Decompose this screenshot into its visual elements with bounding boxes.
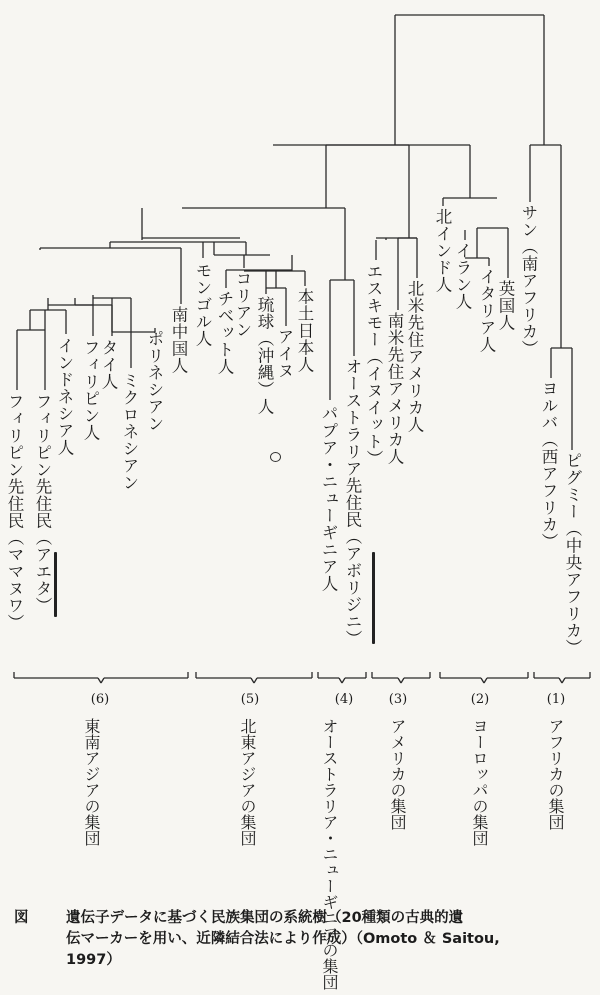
caption-label: 図 bbox=[14, 910, 29, 926]
pencil-circle bbox=[270, 452, 281, 462]
group-number: (4) bbox=[334, 692, 354, 707]
leaf-label-san: サン（南アフリカ） bbox=[519, 204, 538, 357]
leaf-label-north-amerindian: 北米先住アメリカ人 bbox=[405, 280, 424, 433]
group-brace bbox=[481, 678, 484, 683]
leaf-label-australian-aborigine: オーストラリア先住民（アボリジニ） bbox=[343, 358, 362, 647]
leaf-label-south-amerindian: 南米先住アメリカ人 bbox=[385, 312, 404, 465]
caption-line-1: 遺伝子データに基づく民族集団の系統樹（20種類の古典的遺 bbox=[66, 910, 464, 926]
leaf-label-pygmy: ピグミー（中央アフリカ） bbox=[563, 452, 582, 656]
leaf-label-micronesian: ミクロネシアン bbox=[120, 372, 139, 491]
group-number: (1) bbox=[546, 692, 566, 707]
group-brace bbox=[339, 678, 342, 683]
group-label-africa: アフリカの集団 bbox=[546, 718, 565, 830]
leaf-label-eskimo: エスキモー（イヌイット） bbox=[364, 263, 383, 467]
leaf-label-mamanwa: フィリピン先住民（ママヌワ） bbox=[5, 393, 24, 631]
leaf-label-filipino: フィリピン人 bbox=[81, 339, 100, 441]
group-brace bbox=[562, 678, 565, 683]
leaf-label-south-chinese: 南中国人 bbox=[169, 306, 188, 374]
leaf-label-mongolian: モンゴル人 bbox=[193, 262, 212, 347]
leaf-label-ainu: アイヌ bbox=[275, 328, 294, 379]
leaf-label-mainland-japanese: 本土日本人 bbox=[295, 288, 314, 373]
leaf-label-north-indian: 北インド人 bbox=[433, 208, 452, 293]
leaf-label-thai: タイ人 bbox=[99, 339, 118, 390]
group-label-europe: ヨーロッパの集団 bbox=[470, 718, 489, 846]
leaf-label-english: 英国人 bbox=[496, 280, 515, 331]
caption-line-3: 1997） bbox=[66, 952, 121, 968]
leaf-label-indonesian: インドネシア人 bbox=[55, 337, 74, 456]
leaf-label-iranian: イラン人 bbox=[453, 242, 472, 310]
group-brace bbox=[401, 678, 404, 683]
group-brace bbox=[98, 678, 101, 683]
group-brace bbox=[251, 678, 254, 683]
leaf-label-aeta: フィリピン先住民（アエタ） bbox=[33, 393, 52, 614]
group-number: (5) bbox=[240, 692, 260, 707]
group-brace bbox=[484, 678, 487, 683]
leaf-label-polynesian: ポリネシアン bbox=[145, 330, 164, 432]
leaf-label-papua-new-guinean: パプア・ニューギニア人 bbox=[319, 405, 338, 592]
leaf-label-ryukyuan: 琉球（沖縄）人 bbox=[255, 296, 274, 415]
pencil-mark bbox=[54, 552, 57, 617]
group-label-southeast-asia: 東南アジアの集団 bbox=[82, 718, 101, 846]
group-label-america: アメリカの集団 bbox=[388, 718, 407, 830]
leaf-label-korean: コリアン bbox=[233, 270, 252, 338]
group-number: (6) bbox=[90, 692, 110, 707]
caption-line-2: 伝マーカーを用い、近隣結合法により作成）（Omoto ＆ Saitou, bbox=[66, 931, 500, 947]
leaf-label-tibetan: チベット人 bbox=[215, 290, 234, 375]
group-label-oceania: オーストラリア・ニューギニアの集団 bbox=[320, 718, 339, 990]
group-brace bbox=[398, 678, 401, 683]
group-label-northeast-asia: 北東アジアの集団 bbox=[238, 718, 257, 846]
leaf-label-italian: イタリア人 bbox=[477, 268, 496, 353]
figure-caption bbox=[14, 908, 589, 971]
group-brace bbox=[101, 678, 104, 683]
group-brace bbox=[342, 678, 345, 683]
pencil-mark bbox=[372, 552, 375, 644]
group-number: (3) bbox=[388, 692, 408, 707]
group-brace bbox=[254, 678, 257, 683]
group-number: (2) bbox=[470, 692, 490, 707]
leaf-label-yoruba: ヨルバ（西アフリカ） bbox=[539, 380, 558, 550]
group-brace bbox=[559, 678, 562, 683]
